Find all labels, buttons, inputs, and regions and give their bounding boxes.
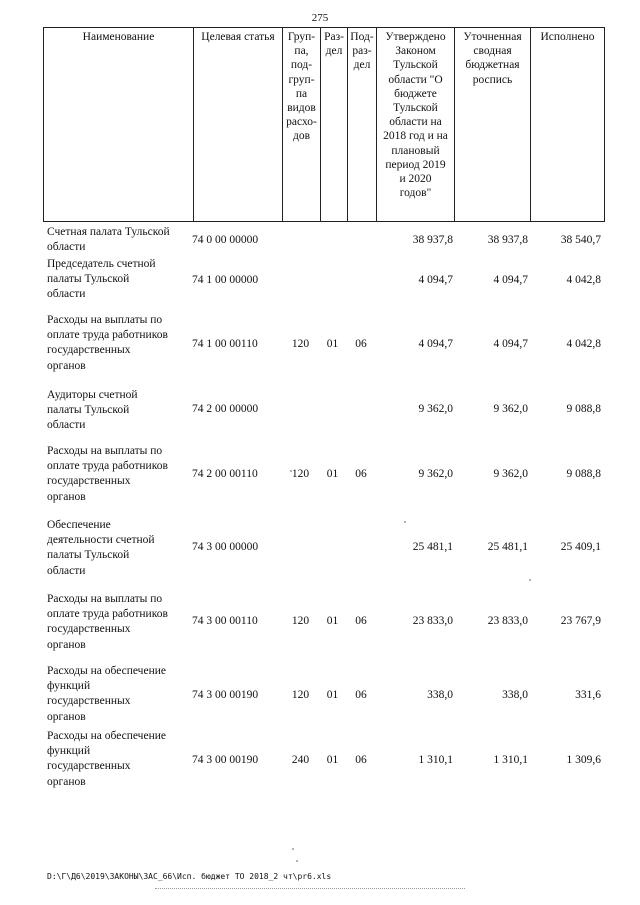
- row-section: 01: [326, 615, 339, 627]
- row-section: 01: [326, 689, 339, 701]
- row-executed: 25 409,1: [560, 541, 601, 553]
- row-name: Расходы на обеспечение функций государственных органов: [47, 730, 166, 788]
- scan-speck: [404, 521, 406, 523]
- row-approved: 9 362,0: [418, 403, 453, 415]
- table-header: [43, 27, 605, 222]
- row-group: 120: [291, 615, 310, 627]
- row-code: 74 2 00 00000: [192, 403, 259, 415]
- header-section: Раз- дел: [320, 28, 347, 221]
- header-name: Наименование: [82, 31, 155, 43]
- scan-speck: [292, 848, 294, 850]
- row-subsection: 06: [355, 468, 367, 480]
- row-approved: 9 362,0: [418, 468, 453, 480]
- row-code: 74 3 00 00190: [192, 689, 259, 701]
- row-subsection: 06: [355, 689, 367, 701]
- footer-file-path: D:\Г\Д6\2019\ЗАКОНЫ\ЗАС_66\Исп. бюджет ТО 2018_2 чт\pr6.xls: [47, 872, 332, 881]
- row-approved: 4 094,7: [418, 338, 453, 350]
- row-subsection: 06: [355, 754, 367, 766]
- row-code: 74 1 00 00110: [192, 338, 258, 350]
- row-refined: 38 937,8: [487, 234, 528, 246]
- row-executed: 38 540,7: [560, 234, 601, 246]
- row-name: Расходы на обеспечение функций государственных органов: [47, 665, 166, 723]
- row-executed: 9 088,8: [566, 403, 601, 415]
- row-name: Расходы на выплаты по оплате труда работников государственных органов: [47, 445, 168, 503]
- header-refined: Уточненная сводная бюджетная роспись: [454, 28, 530, 221]
- row-code: 74 2 00 00110: [192, 468, 258, 480]
- row-name: Расходы на выплаты по оплате труда работников государственных органов: [47, 593, 168, 651]
- row-approved: 38 937,8: [412, 234, 453, 246]
- row-group: 120: [291, 689, 310, 701]
- header-target: Целевая статья: [193, 28, 282, 221]
- row-refined: 25 481,1: [487, 541, 528, 553]
- row-refined: 4 094,7: [493, 338, 528, 350]
- row-code: 74 3 00 00000: [192, 541, 259, 553]
- row-executed: 4 042,8: [566, 338, 601, 350]
- row-approved: 338,0: [427, 689, 453, 701]
- row-executed: 1 309,6: [566, 754, 601, 766]
- header-group: Груп- па, под- груп- па видов расхо- дов: [282, 28, 320, 221]
- row-subsection: 06: [355, 615, 367, 627]
- header-approved: Утверждено Законом Тульской области "О бюджете Тульской области на 2018 год и на плановый период 2019 и 2020 годов": [376, 28, 454, 221]
- row-name: Обеспечение деятельности счетной палаты Тульской области: [47, 519, 155, 577]
- row-executed: 4 042,8: [566, 274, 601, 286]
- row-code: 74 0 00 00000: [192, 234, 259, 246]
- scan-speck: [290, 470, 292, 472]
- row-section: 01: [326, 754, 339, 766]
- row-refined: 9 362,0: [493, 403, 528, 415]
- row-approved: 4 094,7: [418, 274, 453, 286]
- page-number: 275: [311, 12, 329, 24]
- row-approved: 23 833,0: [412, 615, 453, 627]
- row-refined: 338,0: [502, 689, 528, 701]
- row-code: 74 1 00 00000: [192, 274, 259, 286]
- row-group: 120: [291, 468, 310, 480]
- row-group: 120: [291, 338, 310, 350]
- row-approved: 1 310,1: [418, 754, 453, 766]
- row-executed: 23 767,9: [560, 615, 601, 627]
- row-subsection: 06: [355, 338, 367, 350]
- row-name: Расходы на выплаты по оплате труда работников государственных органов: [47, 314, 168, 372]
- header-subsection: Под- раз- дел: [347, 28, 376, 221]
- scan-speck: [296, 860, 298, 862]
- row-refined: 1 310,1: [493, 754, 528, 766]
- row-refined: 4 094,7: [493, 274, 528, 286]
- page-bottom-divider: [155, 888, 465, 889]
- row-section: 01: [326, 338, 339, 350]
- header-executed: Исполнено: [530, 28, 604, 221]
- row-code: 74 3 00 00190: [192, 754, 259, 766]
- row-name: Председатель счетной палаты Тульской области: [47, 258, 156, 301]
- row-code: 74 3 00 00110: [192, 615, 258, 627]
- row-name: Счетная палата Тульской области: [47, 226, 170, 254]
- row-approved: 25 481,1: [412, 541, 453, 553]
- row-name: Аудиторы счетной палаты Тульской области: [47, 389, 138, 432]
- scan-speck: [529, 579, 531, 581]
- row-executed: 9 088,8: [566, 468, 601, 480]
- row-executed: 331,6: [575, 689, 601, 701]
- row-group: 240: [291, 754, 310, 766]
- row-refined: 23 833,0: [487, 615, 528, 627]
- row-refined: 9 362,0: [493, 468, 528, 480]
- row-section: 01: [326, 468, 339, 480]
